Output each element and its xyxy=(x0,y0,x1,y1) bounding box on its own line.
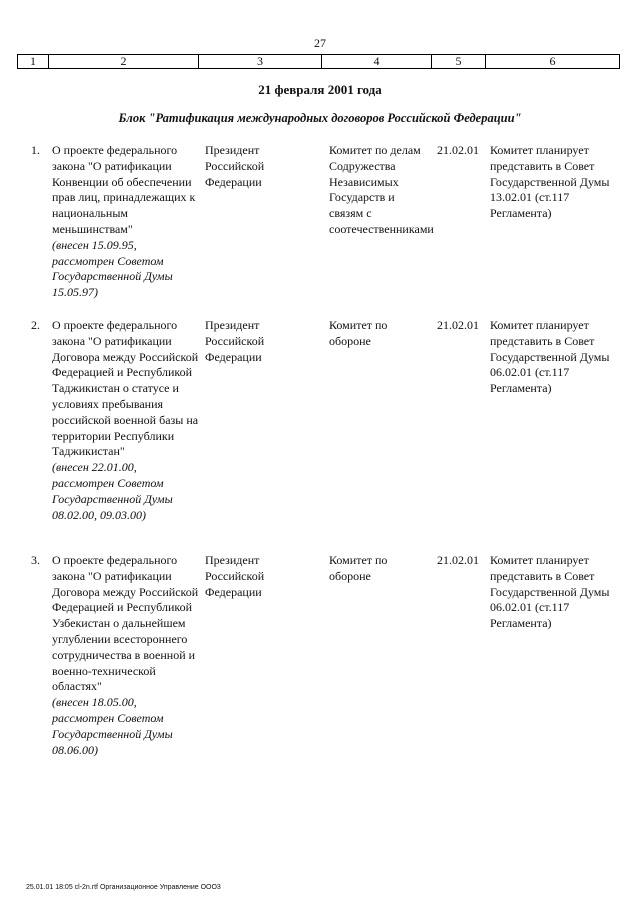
block-title: Блок "Ратификация международных договоров Российской Федерации" xyxy=(118,111,522,125)
column-number: 6 xyxy=(549,54,556,68)
entry-author: Президент Российской Федерации xyxy=(205,318,265,364)
entry-title-note: (внесен 22.01.00, рассмотрен Советом Государственной Думы 08.02.00, 09.03.00) xyxy=(52,460,173,522)
entry-title xyxy=(52,143,202,301)
entry-committee: Комитет по обороне xyxy=(329,553,388,583)
entry-note: Комитет планирует представить в Совет Государственной Думы 06.02.01 (ст.117 Регламента) xyxy=(490,553,610,631)
column-number: 2 xyxy=(49,55,199,68)
entry-note: Комитет планирует представить в Совет Государственной Думы 06.02.01 (ст.117 Регламента) xyxy=(490,318,610,396)
entry-author: Президент Российской Федерации xyxy=(205,143,265,189)
entry-number: 1. xyxy=(31,143,40,157)
entry-number: 3. xyxy=(31,553,40,567)
column-number: 4 xyxy=(322,55,432,68)
date-heading: 21 февраля 2001 года xyxy=(258,82,382,97)
column-number-row xyxy=(17,54,620,69)
entry-title xyxy=(52,553,202,758)
entry-title-note: (внесен 18.05.00, рассмотрен Советом Государственной Думы 08.06.00) xyxy=(52,695,173,757)
entry-title-note: (внесен 15.09.95, рассмотрен Советом Государственной Думы 15.05.97) xyxy=(52,237,173,300)
entry-date: 21.02.01 xyxy=(437,143,479,157)
entry-title-text: О проекте федерального закона "О ратификации Договора между Российской Федерацией и Республикой Узбекистан о дальнейшем углублении всестороннего сотрудничества в военной и военно-технической областях" xyxy=(52,553,199,694)
entry-title-text: О проекте федерального закона "О ратификации Конвенции об обеспечении прав лиц, принадлежащих к национальным меньшинствам" xyxy=(52,143,196,236)
entry-date: 21.02.01 xyxy=(437,553,479,567)
entry-date: 21.02.01 xyxy=(437,318,479,332)
entry-note: Комитет планирует представить в Совет Государственной Думы 13.02.01 (ст.117 Регламента) xyxy=(490,143,610,221)
entry-title xyxy=(52,318,202,523)
column-number: 3 xyxy=(199,55,322,68)
column-number: 1 xyxy=(18,55,49,68)
page-number: 27 xyxy=(314,36,326,50)
column-number: 5 xyxy=(432,55,486,68)
entry-number: 2. xyxy=(31,318,40,332)
entry-author: Президент Российской Федерации xyxy=(205,553,265,599)
entry-committee: Комитет по обороне xyxy=(329,318,388,348)
entry-title-text: О проекте федерального закона "О ратификации Договора между Российской Федерацией и Республикой Таджикистан о статусе и условиях пребывания российской военной базы на территории Республики Таджикистан" xyxy=(52,318,199,459)
entry-committee: Комитет по делам Содружества Независимых Государств и связям с соотечественниками xyxy=(329,143,434,236)
page-footer: 25.01.01 18:05 cl-2n.rtf Организационное Управление ООО3 xyxy=(26,884,221,891)
